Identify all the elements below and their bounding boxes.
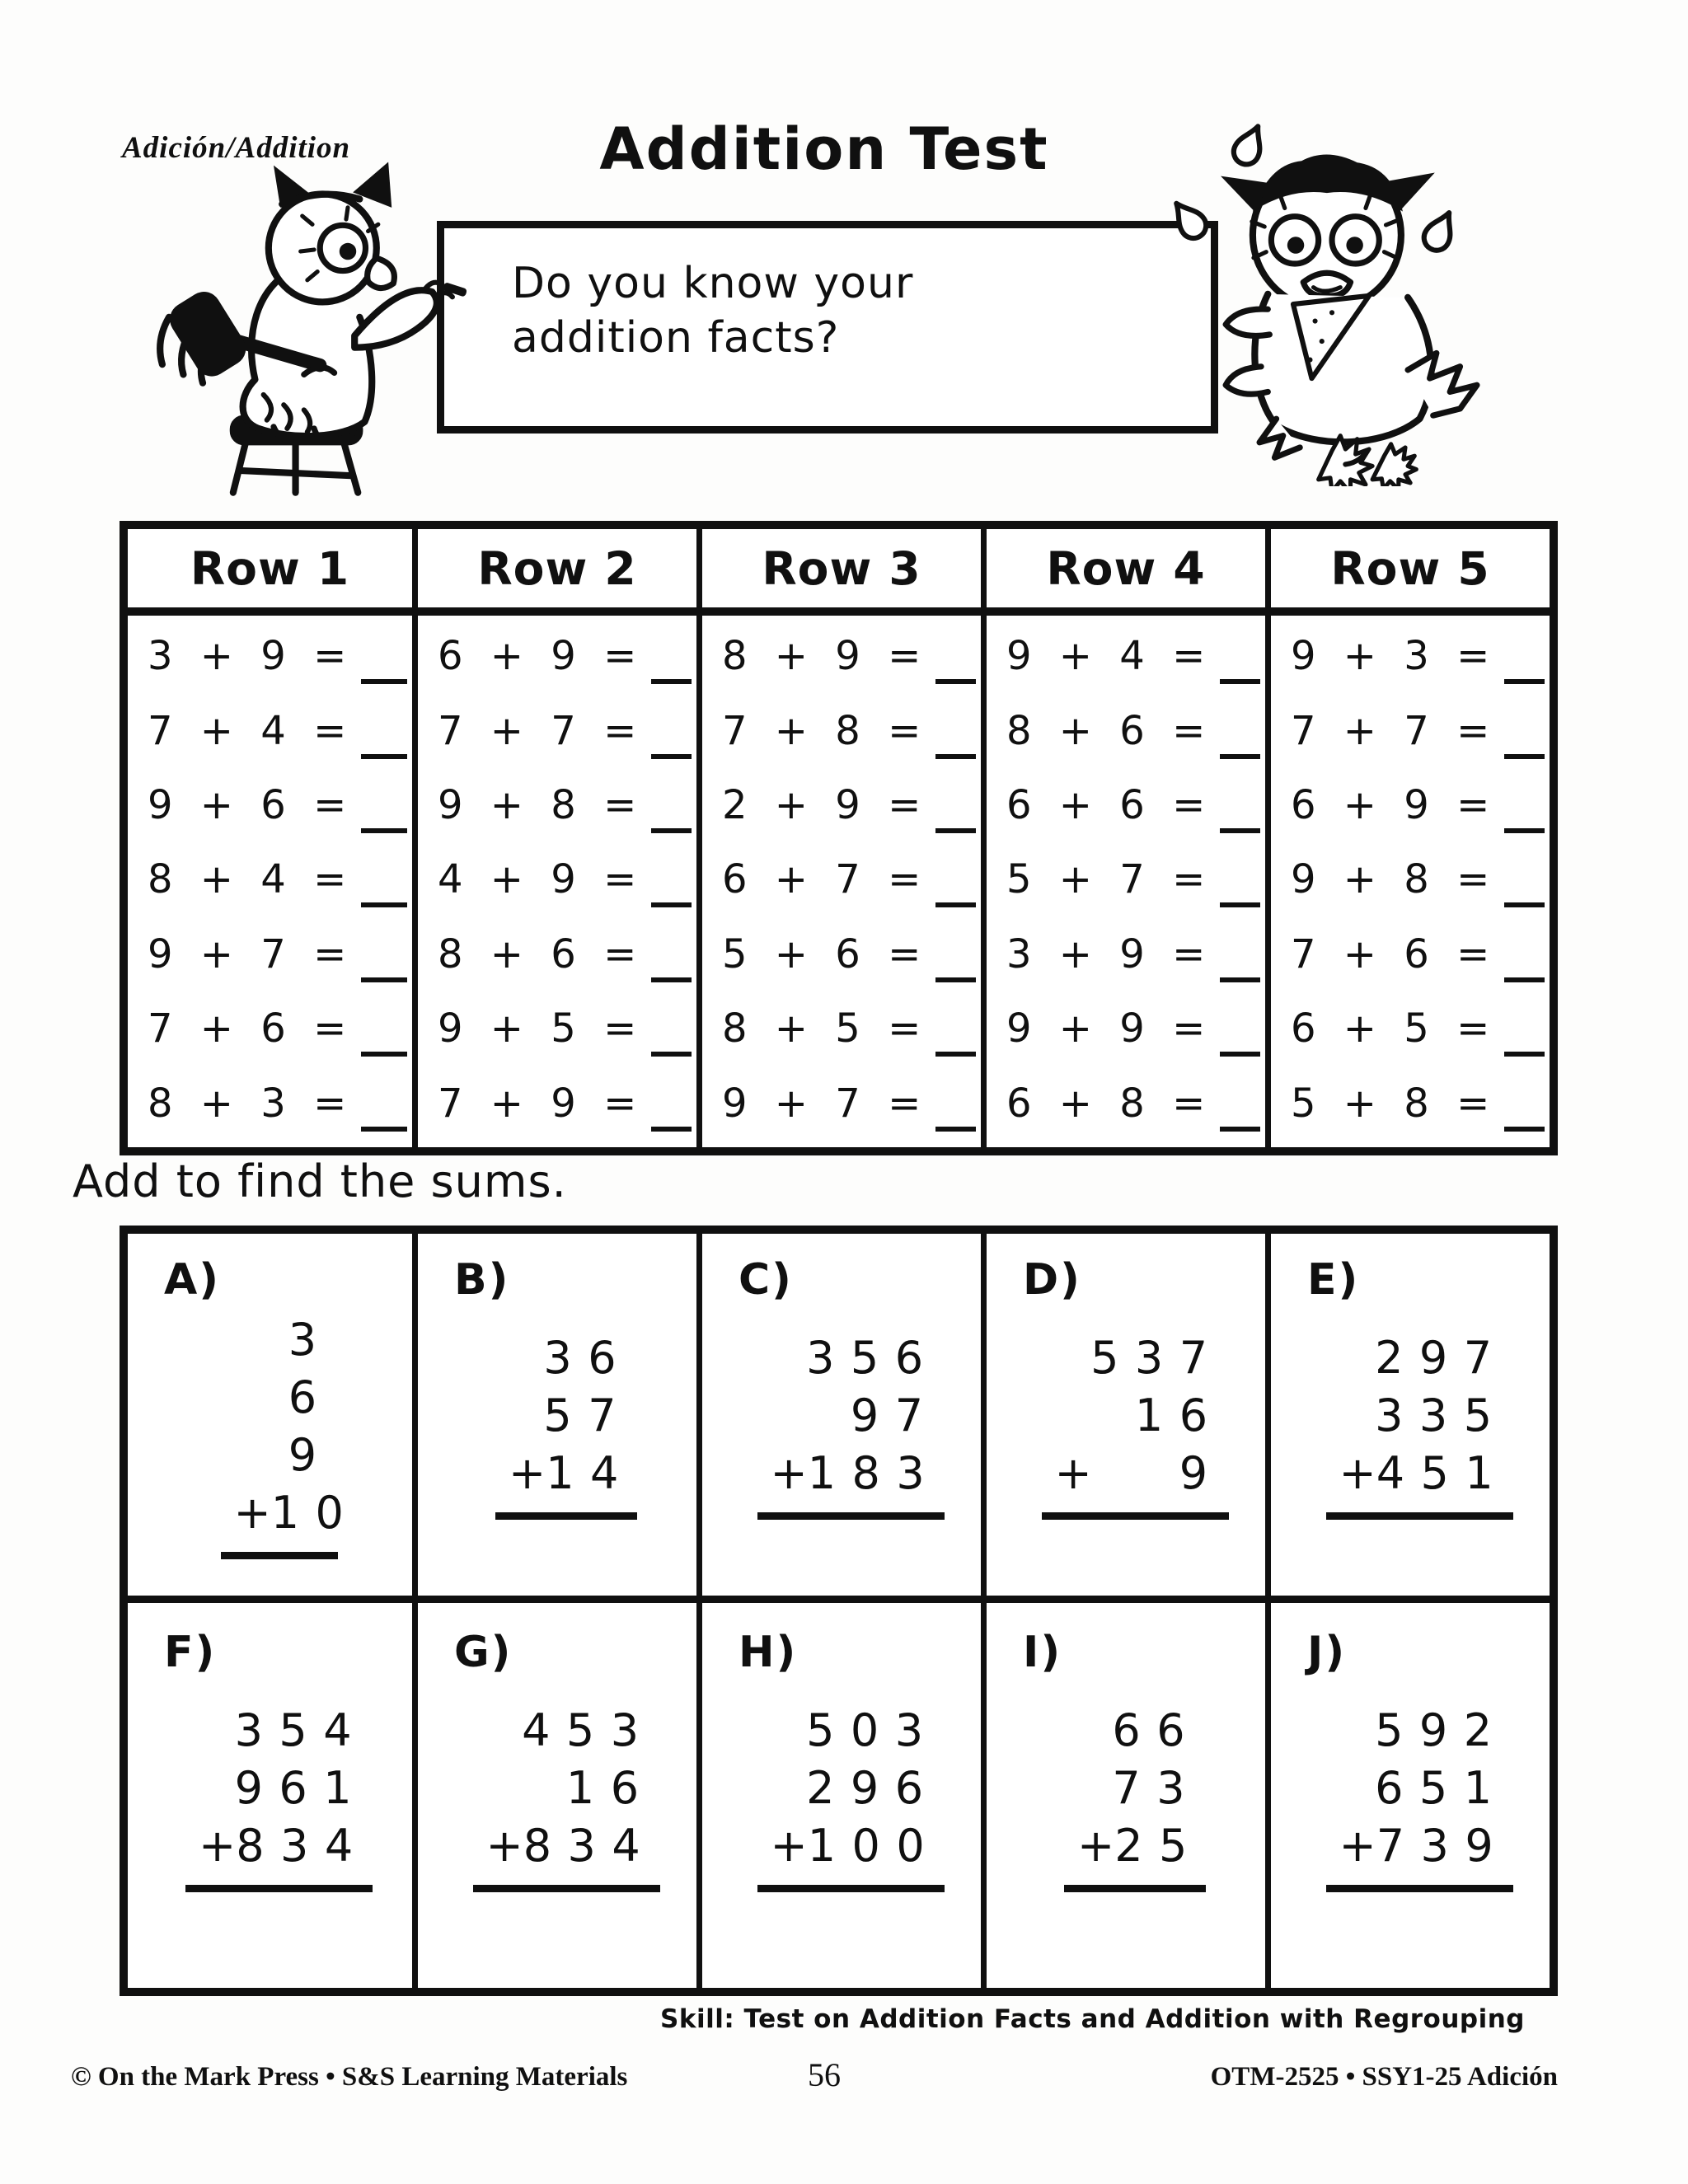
answer-blank[interactable] (361, 754, 407, 759)
fact-expression: 9 + 7 = (148, 930, 349, 977)
addition-fact (148, 992, 407, 1065)
answer-blank[interactable] (361, 1052, 407, 1057)
addition-fact (148, 843, 407, 916)
fact-expression: 8 + 9 = (722, 633, 923, 680)
fact-expression: 6 + 9 = (438, 633, 639, 680)
fact-expression: 9 + 8 = (1291, 856, 1492, 903)
fact-expression: 9 + 4 = (1006, 633, 1207, 680)
addition-stack (771, 1329, 940, 1520)
addition-fact (1006, 992, 1260, 1065)
plus-row (771, 1817, 940, 1875)
plus-row (1339, 1817, 1508, 1875)
answer-blank[interactable] (1220, 679, 1260, 684)
fact-expression: 2 + 9 = (722, 782, 923, 829)
answer-blank[interactable] (1220, 828, 1260, 833)
answer-blank[interactable] (935, 1127, 976, 1132)
addend: 97 (850, 1390, 940, 1441)
plus-row (771, 1445, 940, 1502)
fact-expression: 6 + 5 = (1291, 1005, 1492, 1052)
plus-row (233, 1484, 360, 1542)
problem-label: E) (1307, 1255, 1360, 1305)
addition-fact (1291, 992, 1545, 1065)
addition-fact (148, 1067, 407, 1140)
addition-fact (722, 992, 976, 1065)
answer-blank[interactable] (651, 679, 692, 684)
sum-answer-line[interactable] (757, 1512, 945, 1520)
addition-fact (722, 843, 976, 916)
answer-blank[interactable] (1220, 977, 1260, 982)
addition-facts-table (120, 521, 1558, 1155)
owl-worried-illustration (1166, 115, 1496, 486)
addition-fact (438, 992, 692, 1065)
answer-blank[interactable] (935, 828, 976, 833)
facts-column-2 (412, 529, 696, 1147)
sign-text-line2: addition facts? (512, 313, 840, 363)
problem-label: G) (454, 1628, 513, 1677)
answer-blank[interactable] (651, 1052, 692, 1057)
answer-blank[interactable] (651, 902, 692, 907)
addition-stack (1339, 1329, 1508, 1520)
addition-fact (1291, 620, 1545, 692)
fact-expression: 9 + 7 = (722, 1080, 923, 1127)
addend: 354 (234, 1704, 368, 1756)
fact-expression: 6 + 7 = (722, 856, 923, 903)
plus-row (1055, 1445, 1224, 1502)
sum-answer-line[interactable] (1326, 1885, 1513, 1892)
problem-label: J) (1307, 1628, 1347, 1677)
plus-row (1077, 1817, 1201, 1875)
fact-expression: 9 + 6 = (148, 782, 349, 829)
addition-fact (1006, 620, 1260, 692)
fact-expression: 7 + 7 = (438, 707, 639, 754)
addend: 73 (1112, 1762, 1201, 1814)
answer-blank[interactable] (651, 977, 692, 982)
addition-fact (1006, 843, 1260, 916)
fact-expression: 9 + 5 = (438, 1005, 639, 1052)
sum-answer-line[interactable] (1064, 1885, 1206, 1892)
addend: 651 (1375, 1762, 1508, 1814)
addition-fact (1006, 769, 1260, 841)
sum-answer-line[interactable] (221, 1552, 338, 1559)
answer-blank[interactable] (935, 679, 976, 684)
addition-fact (148, 918, 407, 991)
addend: 25 (1114, 1820, 1203, 1872)
fact-expression: 5 + 7 = (1006, 856, 1207, 903)
fact-expression: 6 + 8 = (1006, 1080, 1207, 1127)
subject-label: Adición/Addition (122, 131, 351, 165)
page-number: 56 (808, 2056, 841, 2093)
addition-stack (486, 1702, 655, 1892)
skill-line: Skill: Test on Addition Facts and Addition with Regrouping (660, 2004, 1525, 2034)
addition-fact (1291, 695, 1545, 767)
addend: 6 (288, 1371, 333, 1423)
problem-label: D) (1023, 1255, 1081, 1305)
plus-sign: + (1339, 1820, 1376, 1872)
owl-hammering-illustration (147, 142, 476, 504)
addend: 297 (1375, 1332, 1508, 1384)
answer-blank[interactable] (361, 1127, 407, 1132)
sum-problem-c (696, 1234, 981, 1596)
addition-fact (1006, 918, 1260, 991)
answer-blank[interactable] (361, 902, 407, 907)
plus-sign: + (233, 1487, 271, 1539)
addition-stack (1077, 1702, 1201, 1892)
sum-problem-a (128, 1234, 412, 1596)
fact-expression: 3 + 9 = (148, 633, 349, 680)
sum-problem-h (696, 1596, 981, 1988)
addition-stack (509, 1329, 635, 1520)
addend: 834 (236, 1820, 369, 1872)
addend: 36 (543, 1332, 632, 1384)
addend: 14 (546, 1447, 635, 1499)
addition-fact (438, 918, 692, 991)
fact-expression: 7 + 4 = (148, 707, 349, 754)
fact-expression: 7 + 9 = (438, 1080, 639, 1127)
plus-sign: + (770, 1820, 808, 1872)
addend: 592 (1375, 1704, 1508, 1756)
addend: 57 (543, 1390, 632, 1441)
fact-expression: 8 + 3 = (148, 1080, 349, 1127)
sum-problem-j (1265, 1596, 1550, 1988)
addition-stack (1339, 1702, 1508, 1892)
answer-blank[interactable] (935, 977, 976, 982)
problem-label: B) (454, 1255, 510, 1305)
fact-expression: 7 + 6 = (148, 1005, 349, 1052)
answer-blank[interactable] (1220, 1127, 1260, 1132)
column-header: Row 1 (128, 529, 412, 616)
fact-expression: 8 + 6 = (1006, 707, 1207, 754)
plus-row (509, 1445, 635, 1502)
fact-expression: 4 + 9 = (438, 856, 639, 903)
sum-answer-line[interactable] (495, 1512, 637, 1520)
answer-blank[interactable] (1504, 977, 1545, 982)
answer-blank[interactable] (935, 1052, 976, 1057)
sum-answer-line[interactable] (473, 1885, 660, 1892)
addition-fact (438, 1067, 692, 1140)
addend: 834 (523, 1820, 657, 1872)
addition-fact (722, 918, 976, 991)
addend: 335 (1375, 1390, 1508, 1441)
problem-label: H) (738, 1628, 798, 1677)
addend: 183 (807, 1447, 941, 1499)
problem-label: A) (164, 1255, 221, 1305)
addition-fact (1291, 769, 1545, 841)
problem-label: C) (738, 1255, 793, 1305)
sign-board (437, 221, 1218, 434)
answer-blank[interactable] (1504, 828, 1545, 833)
sum-answer-line[interactable] (1042, 1512, 1229, 1520)
fact-expression: 8 + 4 = (148, 856, 349, 903)
addend: 3 (288, 1314, 333, 1366)
plus-row (199, 1817, 368, 1875)
facts-column-4 (981, 529, 1265, 1147)
addition-stack (771, 1702, 940, 1892)
addend: 296 (806, 1762, 940, 1814)
addend: 503 (806, 1704, 940, 1756)
problem-label: I) (1023, 1628, 1062, 1677)
problem-label: F) (164, 1628, 217, 1677)
answer-blank[interactable] (1504, 679, 1545, 684)
addition-fact (722, 620, 976, 692)
addend: 100 (807, 1820, 941, 1872)
addition-fact (1291, 843, 1545, 916)
addition-stack (199, 1702, 368, 1892)
sign-text-line1: Do you know your (512, 259, 914, 308)
addend: 10 (270, 1487, 360, 1539)
addend: 739 (1376, 1820, 1510, 1872)
fact-expression: 7 + 8 = (722, 707, 923, 754)
sum-answer-line[interactable] (757, 1885, 945, 1892)
plus-sign: + (509, 1447, 546, 1499)
addition-fact (148, 769, 407, 841)
page-title: Addition Test (599, 115, 1049, 183)
addition-fact (438, 843, 692, 916)
addend: 451 (1376, 1447, 1510, 1499)
answer-blank[interactable] (1504, 754, 1545, 759)
addition-fact (1291, 918, 1545, 991)
sum-problem-b (412, 1234, 696, 1596)
plus-row (486, 1817, 655, 1875)
answer-blank[interactable] (935, 754, 976, 759)
addition-fact (438, 695, 692, 767)
fact-expression: 9 + 9 = (1006, 1005, 1207, 1052)
addition-fact (722, 695, 976, 767)
sums-grid (120, 1226, 1558, 1996)
sums-instruction: Add to find the sums. (73, 1155, 567, 1207)
addition-stack (1055, 1329, 1224, 1520)
addend: 66 (1112, 1704, 1201, 1756)
addend: 453 (522, 1704, 655, 1756)
copyright-line: © On the Mark Press • S&S Learning Materials (71, 2062, 628, 2092)
addition-fact (1006, 695, 1260, 767)
addition-fact (438, 620, 692, 692)
fact-expression: 6 + 9 = (1291, 782, 1492, 829)
fact-expression: 7 + 6 = (1291, 930, 1492, 977)
sum-problem-f (128, 1596, 412, 1988)
answer-blank[interactable] (361, 828, 407, 833)
addition-fact (1291, 1067, 1545, 1140)
plus-sign: + (199, 1820, 237, 1872)
sum-answer-line[interactable] (1326, 1512, 1513, 1520)
fact-expression: 6 + 6 = (1006, 782, 1207, 829)
addend: 16 (565, 1762, 655, 1814)
answer-blank[interactable] (1220, 754, 1260, 759)
fact-expression: 5 + 8 = (1291, 1080, 1492, 1127)
answer-blank[interactable] (1220, 902, 1260, 907)
fact-expression: 9 + 8 = (438, 782, 639, 829)
plus-sign: + (485, 1820, 523, 1872)
addend: 961 (234, 1762, 368, 1814)
column-header: Row 4 (987, 529, 1265, 616)
fact-expression: 3 + 9 = (1006, 930, 1207, 977)
plus-sign: + (770, 1447, 808, 1499)
answer-blank[interactable] (1504, 1052, 1545, 1057)
addition-stack (233, 1311, 360, 1559)
fact-expression: 7 + 7 = (1291, 707, 1492, 754)
plus-sign: + (1339, 1447, 1376, 1499)
fact-expression: 8 + 6 = (438, 930, 639, 977)
fact-expression: 8 + 5 = (722, 1005, 923, 1052)
answer-blank[interactable] (1504, 902, 1545, 907)
addend: 356 (806, 1332, 940, 1384)
addition-fact (722, 769, 976, 841)
addition-fact (148, 695, 407, 767)
facts-column-3 (696, 529, 981, 1147)
addition-fact (722, 1067, 976, 1140)
addition-fact (1006, 1067, 1260, 1140)
answer-blank[interactable] (935, 902, 976, 907)
answer-blank[interactable] (1220, 1052, 1260, 1057)
sum-answer-line[interactable] (185, 1885, 373, 1892)
sum-problem-d (981, 1234, 1265, 1596)
fact-expression: 5 + 6 = (722, 930, 923, 977)
addend: 9 (288, 1429, 333, 1481)
facts-column-5 (1265, 529, 1550, 1147)
answer-blank[interactable] (651, 754, 692, 759)
answer-blank[interactable] (651, 828, 692, 833)
sum-problem-i (981, 1596, 1265, 1988)
sum-problem-g (412, 1596, 696, 1988)
column-header: Row 3 (702, 529, 981, 616)
plus-sign: + (1054, 1447, 1092, 1499)
product-code: OTM-2525 • SSY1-25 Adición (1210, 2062, 1558, 2092)
sum-problem-e (1265, 1234, 1550, 1596)
addition-fact (438, 769, 692, 841)
answer-blank[interactable] (1504, 1127, 1545, 1132)
facts-column-1 (128, 529, 412, 1147)
answer-blank[interactable] (361, 679, 407, 684)
column-header: Row 5 (1271, 529, 1550, 616)
column-header: Row 2 (418, 529, 696, 616)
fact-expression: 9 + 3 = (1291, 633, 1492, 680)
addition-fact (148, 620, 407, 692)
answer-blank[interactable] (651, 1127, 692, 1132)
plus-row (1339, 1445, 1508, 1502)
addend: 16 (1134, 1390, 1224, 1441)
plus-sign: + (1077, 1820, 1115, 1872)
addend: 537 (1090, 1332, 1224, 1384)
answer-blank[interactable] (361, 977, 407, 982)
addend: 9 (1179, 1447, 1224, 1499)
